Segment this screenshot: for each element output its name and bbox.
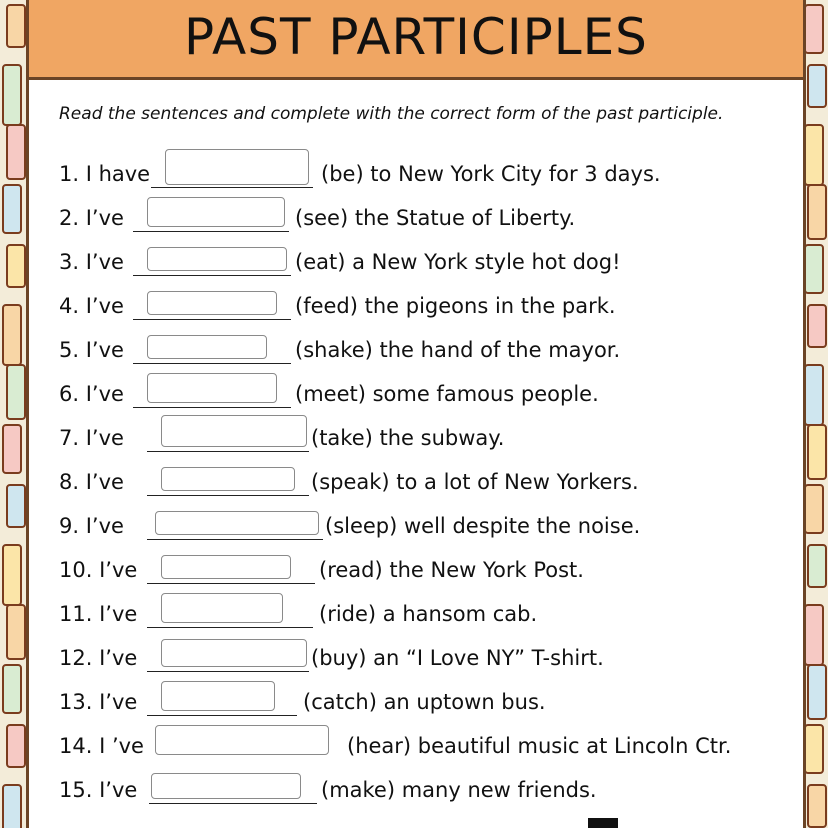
answer-input[interactable] — [161, 593, 283, 623]
sentence-end: (take) the subway. — [311, 426, 505, 450]
exercise-row — [59, 282, 799, 326]
answer-blank[interactable] — [133, 250, 291, 276]
answer-input[interactable] — [147, 291, 277, 315]
sentence-end: (speak) to a lot of New Yorkers. — [311, 470, 639, 494]
exercise-row — [59, 722, 799, 766]
border-tile — [2, 544, 22, 606]
answer-input[interactable] — [155, 511, 319, 535]
border-tile — [804, 484, 824, 534]
sentence-end: (eat) a New York style hot dog! — [295, 250, 621, 274]
answer-blank[interactable] — [147, 514, 323, 540]
border-tile — [807, 784, 827, 828]
border-tile — [2, 664, 22, 714]
sentence-start: 14. I ’ve — [59, 734, 144, 758]
border-tile — [6, 484, 26, 528]
exercise-row — [59, 546, 799, 590]
border-tile — [2, 304, 22, 366]
sentence-start: 6. I’ve — [59, 382, 124, 406]
answer-blank[interactable] — [151, 734, 335, 759]
sentence-end: (read) the New York Post. — [319, 558, 584, 582]
border-tile — [6, 244, 26, 288]
instructions: Read the sentences and complete with the correct form of the past participle. — [59, 104, 724, 124]
bottom-page-mark — [588, 818, 618, 828]
answer-input[interactable] — [155, 725, 329, 755]
exercise-row — [59, 194, 799, 238]
sentence-end: (be) to New York City for 3 days. — [321, 162, 661, 186]
answer-input[interactable] — [161, 467, 295, 491]
border-tile — [804, 124, 824, 186]
exercise-row — [59, 590, 799, 634]
answer-blank[interactable] — [147, 470, 309, 496]
answer-input[interactable] — [161, 639, 307, 667]
exercise-row — [59, 766, 799, 810]
sentence-start: 9. I’ve — [59, 514, 124, 538]
sentence-end: (ride) a hansom cab. — [319, 602, 538, 626]
answer-blank[interactable] — [149, 778, 317, 804]
sentence-start: 2. I’ve — [59, 206, 124, 230]
border-tile — [2, 64, 22, 126]
answer-input[interactable] — [147, 335, 267, 359]
answer-input[interactable] — [147, 373, 277, 403]
border-tile — [807, 424, 827, 480]
exercise-row — [59, 458, 799, 502]
answer-blank[interactable] — [133, 382, 291, 408]
sentence-end: (see) the Statue of Liberty. — [295, 206, 576, 230]
sentence-end: (make) many new friends. — [321, 778, 597, 802]
answer-blank[interactable] — [151, 162, 313, 188]
answer-blank[interactable] — [147, 602, 313, 628]
answer-blank[interactable] — [147, 690, 297, 716]
border-tile — [2, 424, 22, 474]
border-tile — [6, 4, 26, 48]
border-tile — [807, 544, 827, 588]
answer-blank[interactable] — [133, 206, 289, 232]
border-tile — [804, 724, 824, 774]
answer-blank[interactable] — [147, 646, 309, 672]
sentence-end: (catch) an uptown bus. — [303, 690, 546, 714]
answer-input[interactable] — [147, 197, 285, 227]
answer-blank[interactable] — [147, 426, 309, 452]
exercise-row — [59, 502, 799, 546]
border-tile — [6, 124, 26, 180]
sentence-end: (sleep) well despite the noise. — [325, 514, 641, 538]
sentence-start: 7. I’ve — [59, 426, 124, 450]
exercise-row — [59, 150, 799, 194]
exercise-row — [59, 634, 799, 678]
border-tile — [807, 184, 827, 240]
border-tile — [804, 244, 824, 294]
border-tile — [2, 784, 22, 828]
exercise-row — [59, 678, 799, 722]
answer-input[interactable] — [161, 415, 307, 447]
sentence-start: 8. I’ve — [59, 470, 124, 494]
border-tile — [807, 664, 827, 720]
border-tile — [6, 604, 26, 660]
sentence-end: (feed) the pigeons in the park. — [295, 294, 616, 318]
sentence-end: (shake) the hand of the mayor. — [295, 338, 621, 362]
sentence-start: 11. I’ve — [59, 602, 138, 626]
exercise-row — [59, 370, 799, 414]
header-banner — [29, 0, 803, 80]
border-tile — [807, 64, 827, 108]
answer-input[interactable] — [147, 247, 287, 271]
border-tile — [6, 724, 26, 768]
exercise-row — [59, 414, 799, 458]
sentence-end: (buy) an “I Love NY” T-shirt. — [311, 646, 604, 670]
exercise-list — [59, 150, 799, 810]
sentence-start: 1. I have — [59, 162, 151, 186]
border-tile — [2, 184, 22, 234]
sentence-start: 13. I’ve — [59, 690, 138, 714]
answer-blank[interactable] — [133, 294, 291, 320]
sentence-end: (hear) beautiful music at Lincoln Ctr. — [347, 734, 732, 758]
sentence-start: 4. I’ve — [59, 294, 124, 318]
sentence-start: 5. I’ve — [59, 338, 124, 362]
answer-input[interactable] — [165, 149, 309, 185]
answer-input[interactable] — [151, 773, 301, 799]
answer-blank[interactable] — [147, 558, 315, 584]
answer-input[interactable] — [161, 555, 291, 579]
worksheet — [26, 0, 806, 828]
border-tile — [804, 4, 824, 54]
sentence-start: 15. I’ve — [59, 778, 138, 802]
border-tile — [807, 304, 827, 348]
sentence-end: (meet) some famous people. — [295, 382, 599, 406]
border-tile — [804, 364, 824, 426]
answer-input[interactable] — [161, 681, 275, 711]
answer-blank[interactable] — [133, 338, 291, 364]
sentence-start: 10. I’ve — [59, 558, 138, 582]
sentence-start: 12. I’ve — [59, 646, 138, 670]
exercise-row — [59, 326, 799, 370]
border-tile — [6, 364, 26, 420]
border-tile — [804, 604, 824, 666]
page-title: PAST PARTICIPLES — [184, 8, 648, 66]
exercise-row — [59, 238, 799, 282]
sentence-start: 3. I’ve — [59, 250, 124, 274]
left-decorative-border — [0, 0, 26, 828]
